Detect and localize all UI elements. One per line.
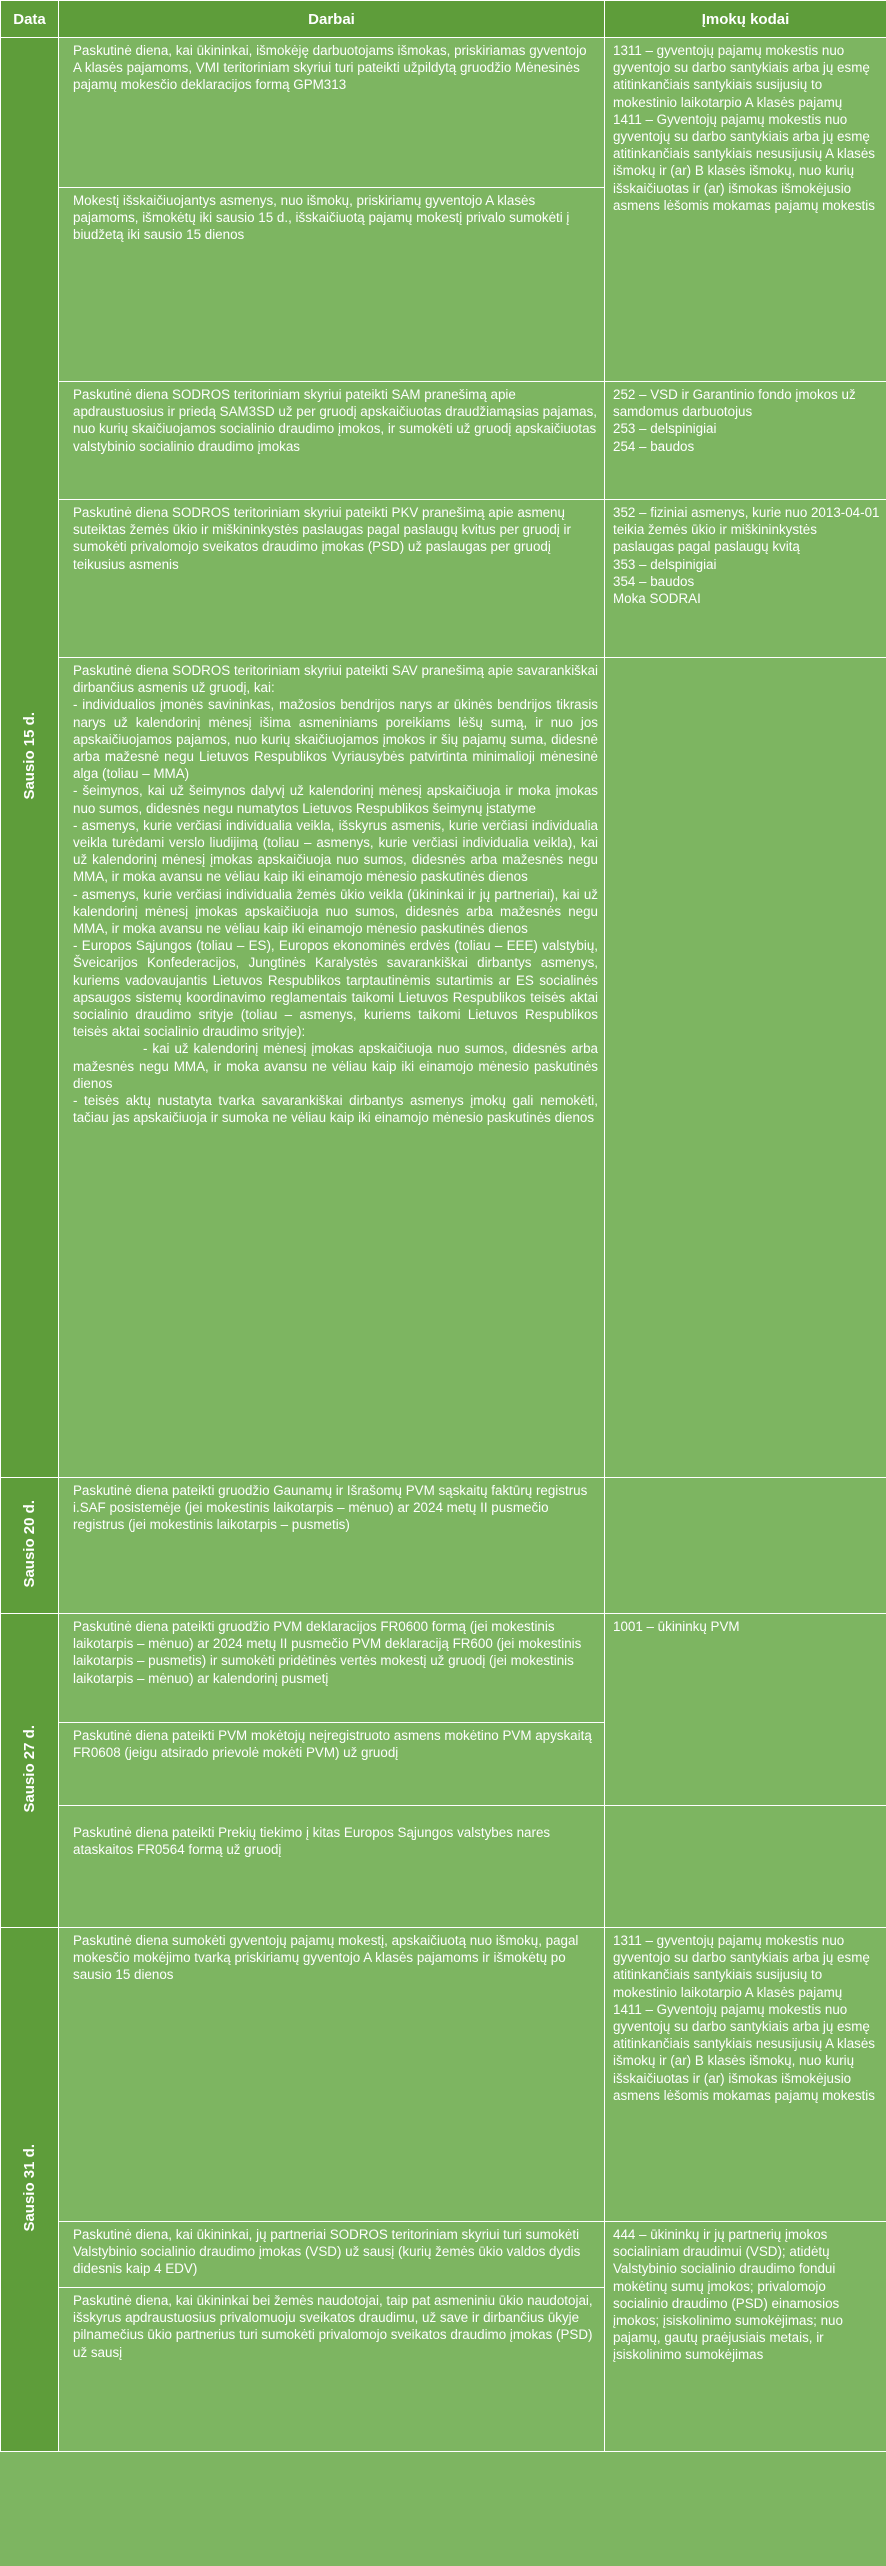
table-row xyxy=(1,1806,886,1928)
table-row xyxy=(1,658,886,1478)
code-line: 254 – baudos xyxy=(613,438,695,454)
task-cell xyxy=(59,658,605,1478)
task-line: - Europos Sąjungos (toliau – ES), Europos ekonominės erdvės (toliau – EEE) valstybių, Šveicarijos Konfederacijos, Jungtinės Karalystės savarankiškai dirbantys asmenys, kuriems vadovaujantis Lietuvos Respublikos tarptautinėmis sutartimis ar ES socialinės apsaugos sistemų koordinavimo reglamentais taikomi Lietuvos Respublikos teisės aktai socialinio draudimo srityje (toliau – asmenys, kuriems taikomi Lietuvos Respublikos teisės aktai socialinio draudimo srityje): xyxy=(73,938,598,1040)
code-line: 1411 – Gyventojų pajamų mokestis nuo gyventojų su darbo santykiais arba jų esmę atitinkančiais santykiais nesusijusių A klasės išmokų ir (ar) B klasės išmokų, nuo kurių išskaičiuotas ir (ar) išmokas išmokėjusio asmens lėšomis mokamas pajamų mokestis xyxy=(613,2001,875,2103)
task-line: - asmenys, kurie verčiasi individualia žemės ūkio veikla (ūkininkai ir jų partneriai), kai už kalendorinį mėnesį įmokas apskaičiuoja nuo sumos, didesnės arba mažesnės negu MMA, ir moka avansu ne vėliau kaip iki einamojo mėnesio paskutinės dienos xyxy=(73,886,598,937)
task-line: - asmenys, kurie verčiasi individualia veikla, išskyrus asmenis, kurie verčiasi individualia veikla turėdami verslo liudijimą (toliau – asmenys, kurie verčiasi individualia veikla), kai už kalendorinį mėnesį įmokas apskaičiuoja nuo sumos, didesnės arba mažesnės negu MMA, ir moka avansu ne vėliau kaip iki einamojo mėnesio paskutinės dienos xyxy=(73,817,598,885)
table-row xyxy=(1,382,886,500)
header-tasks: Darbai xyxy=(59,1,605,38)
task-line: - šeimynos, kai už šeimynos dalyvį už kalendorinį mėnesį apskaičiuoja ir moka įmokas nuo sumos, didesnės negu numatytos Lietuvos Respublikos šeimynų įstatyme xyxy=(73,783,598,816)
code-line: Moka SODRAI xyxy=(613,591,701,607)
codes-cell-empty xyxy=(605,658,886,1478)
table-row xyxy=(1,2222,886,2288)
code-line: 352 – fiziniai asmenys, kurie nuo 2013-04-01 teikia žemės ūkio ir miškininkystės paslaugas pagal paslaugų kvitą xyxy=(613,505,880,555)
codes-cell xyxy=(605,1928,886,2222)
header-row xyxy=(1,1,886,38)
table-row xyxy=(1,1614,886,1723)
code-line: 253 – delspinigiai xyxy=(613,421,717,437)
date-label: Sausio 27 d. xyxy=(20,1724,38,1813)
task-cell xyxy=(59,1614,605,1723)
task-cell: Mokestį išskaičiuojantys asmenys, nuo išmokų, priskiriamų gyventojo A klasės pajamoms, išmokėtų iki sausio 15 d., išskaičiuotą pajamų mokestį privalo sumokėti į biudžetą iki sausio 15 dienos xyxy=(59,188,605,382)
header-date: Data xyxy=(1,1,59,38)
date-cell-jan31 xyxy=(1,1928,59,2452)
code-line: 1311 – gyventojų pajamų mokestis nuo gyventojo su darbo santykiais arba jų esmę atitinkančiais santykiais susijusių to mokestinio laikotarpio A klasės pajamų xyxy=(613,1933,870,2000)
task-cell: Paskutinė diena, kai ūkininkai bei žemės naudotojai, taip pat asmeniniu ūkio naudotojai, išskyrus apdraustuosius privalomuoju sveikatos draudimu, už save ir dirbančius ūkyje pilnamečius ūkio partnerius turi sumokėti privalomojo sveikatos draudimo įmokas (PSD) už sausį xyxy=(59,2288,605,2452)
code-line: 354 – baudos xyxy=(613,573,695,589)
code-line: 252 – VSD ir Garantinio fondo įmokos už samdomus darbuotojus xyxy=(613,387,856,420)
code-line: 1311 – gyventojų pajamų mokestis nuo gyventojo su darbo santykiais arba jų esmę atitinkančiais santykiais susijusių to mokestinio laikotarpio A klasės pajamų xyxy=(613,43,870,110)
table-row xyxy=(1,38,886,188)
task-cell: Paskutinė diena pateikti gruodžio Gaunamų ir Išrašomų PVM sąskaitų faktūrų registrus i.SAF posistemėje (jei mokestinis laikotarpis – mėnuo) ar 2024 metų II pusmečio registrus (jei mokestinis laikotarpis – pusmetis) xyxy=(59,1478,605,1614)
date-label: Sausio 20 d. xyxy=(20,1499,38,1588)
codes-cell-empty xyxy=(605,1478,886,1614)
task-cell: Paskutinė diena SODROS teritoriniam skyriui pateikti PKV pranešimą apie asmenų suteiktas žemės ūkio ir miškininkystės paslaugas pagal paslaugų kvitus per gruodį ir sumokėti privalomojo sveikatos draudimo įmokas (PSD) už paslaugas per gruodį teikusius asmenis xyxy=(59,500,605,658)
codes-cell: 1001 – ūkininkų PVM xyxy=(605,1614,886,1806)
codes-cell xyxy=(605,38,886,382)
task-cell: Paskutinė diena pateikti PVM mokėtojų neįregistruoto asmens mokėtino PVM apyskaitą FR0608 (jeigu atsirado prievolė mokėti PVM) už gruodį xyxy=(59,1723,605,1806)
date-label: Sausio 31 d. xyxy=(20,2143,38,2232)
table-row xyxy=(1,500,886,658)
table-row xyxy=(1,1478,886,1614)
date-cell-jan27 xyxy=(1,1614,59,1928)
date-cell-jan15 xyxy=(1,38,59,1478)
task-cell: Paskutinė diena pateikti Prekių tiekimo į kitas Europos Sąjungos valstybes nares ataskaitos FR0564 formą už gruodį xyxy=(59,1806,605,1928)
code-line: 353 – delspinigiai xyxy=(613,556,717,572)
task-cell: Paskutinė diena, kai ūkininkai, jų partneriai SODROS teritoriniam skyriui turi sumokėti Valstybinio socialinio draudimo įmokas (VSD) už sausį (kurių žemės ūkio valdos dydis didesnis kaip 4 EDV) xyxy=(59,2222,605,2288)
codes-cell xyxy=(605,382,886,500)
date-label: Sausio 15 d. xyxy=(20,711,38,800)
codes-cell: 444 – ūkininkų ir jų partnerių įmokos socialiniam draudimui (VSD); atidėtų Valstybinio socialinio draudimo fondui mokėtinų sumų įmokos; privalomojo socialinio draudimo (PSD) einamosios įmokos; įsiskolinimo sumokėjimas; nuo pajamų, gautų praėjusiais metais, ir įsiskolinimo sumokėjimas xyxy=(605,2222,886,2452)
task-line: - kai už kalendorinį mėnesį įmokas apskaičiuoja nuo sumos, didesnės arba mažesnės negu MMA, ir moka avansu ne vėliau kaip iki einamojo mėnesio paskutinės dienos xyxy=(73,1041,598,1091)
task-cell: Paskutinė diena SODROS teritoriniam skyriui pateikti SAM pranešimą apie apdraustuosius ir priedą SAM3SD už per gruodį apskaičiuotas draudžiamąsias pajamas, nuo kurių skaičiuojamos socialinio draudimo įmokos, ir sumokėti už gruodį apskaičiuotas valstybinio socialinio draudimo įmokas xyxy=(59,382,605,500)
task-cell: Paskutinė diena sumokėti gyventojų pajamų mokestį, apskaičiuotą nuo išmokų, pagal mokesčio mokėjimo tvarką priskiriamų gyventojo A klasės pajamoms ir išmokėtų po sausio 15 dienos xyxy=(59,1928,605,2222)
codes-cell-empty xyxy=(605,1806,886,1928)
table-row xyxy=(1,1928,886,2222)
task-line: - teisės aktų nustatyta tvarka savarankiškai dirbantys asmenys įmokų gali nemokėti, tačiau jas apskaičiuoja ir sumoka ne vėliau kaip iki einamojo mėnesio paskutinės dienos xyxy=(73,1093,598,1126)
task-cell: Paskutinė diena, kai ūkininkai, išmokėję darbuotojams išmokas, priskiriamas gyventojo A klasės pajamoms, VMI teritoriniam skyriui turi pateikti užpildytą gruodžio Mėnesinės pajamų mokesčio deklaracijos formą GPM313 xyxy=(59,38,605,188)
task-line: Paskutinė diena SODROS teritoriniam skyriui pateikti SAV pranešimą apie savarankiškai dirbančius asmenis už gruodį, kai: xyxy=(73,663,598,696)
header-codes: Įmokų kodai xyxy=(605,1,886,38)
date-cell-jan20 xyxy=(1,1478,59,1614)
task-text: Paskutinė diena pateikti gruodžio PVM deklaracijos FR0600 formą (jei mokestinis laikotarpis – mėnuo) ar 2024 metų II pusmečio PVM deklaraciją FR600 (jei mokestinis laikotarpis – pusmetis) ir sumokėti pridėtinės vertės mokestį už gruodį (jei mokestinis laikotarpis – mėnuo) ar kalendorinį pusmetį xyxy=(73,1619,582,1686)
code-line: 1411 – Gyventojų pajamų mokestis nuo gyventojų su darbo santykiais arba jų esmę atitinkančiais santykiais nesusijusių A klasės išmokų ir (ar) B klasės išmokų, nuo kurių išskaičiuotas ir (ar) išmokas išmokėjusio asmens lėšomis mokamas pajamų mokestis xyxy=(613,111,875,213)
codes-cell xyxy=(605,500,886,658)
task-line: - individualios įmonės savininkas, mažosios bendrijos narys ar ūkinės bendrijos tikrasis narys už kalendorinį mėnesį išima asmeniniams poreikiams lėšų sumą, ir nuo jos apskaičiuojamos pajamos, nuo kurių skaičiuojamos įmokos ir šių pajamų suma, didesnė arba mažesnė negu Lietuvos Respublikos Vyriausybės patvirtinta minimalioji mėnesinė alga (toliau – MMA) xyxy=(73,697,598,782)
